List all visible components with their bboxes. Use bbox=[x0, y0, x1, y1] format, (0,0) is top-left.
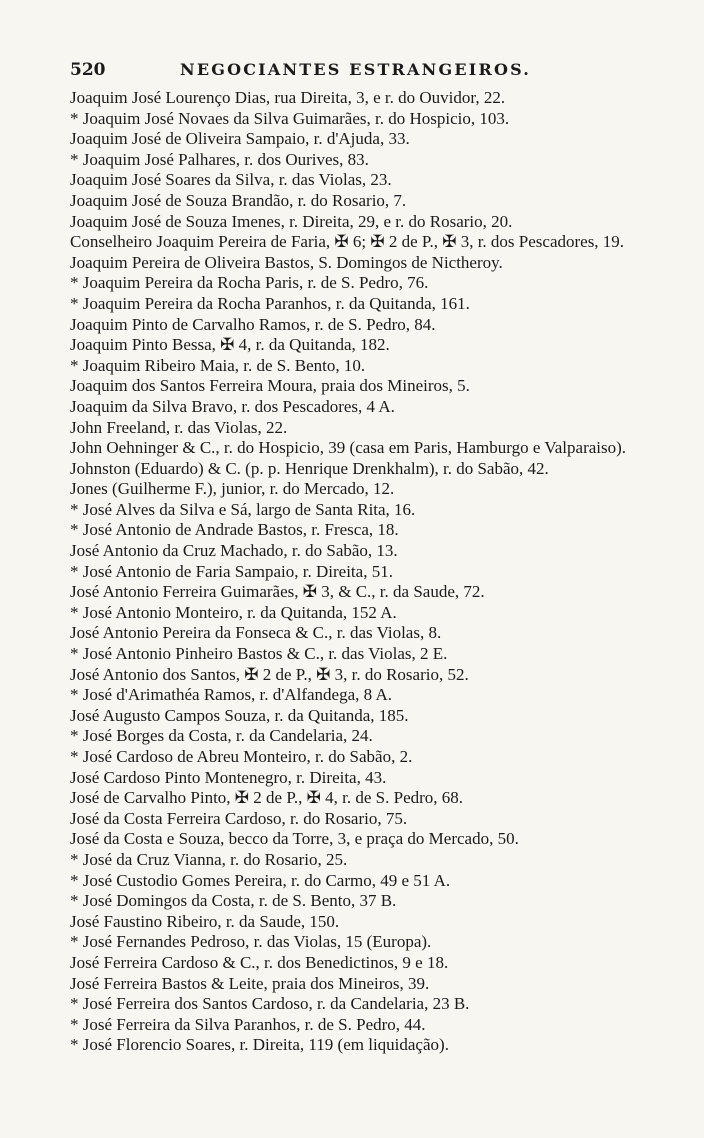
page-header bbox=[70, 60, 630, 84]
merchant-entry: * Joaquim Ribeiro Maia, r. de S. Bento, 10. bbox=[70, 355, 366, 375]
merchant-entry: José Faustino Ribeiro, r. da Saude, 150. bbox=[70, 911, 340, 931]
merchant-entry: Joaquim José de Souza Imenes, r. Direita, 29, e r. do Rosario, 20. bbox=[70, 211, 513, 231]
merchant-entry: * José Alves da Silva e Sá, largo de Santa Rita, 16. bbox=[70, 499, 416, 519]
merchant-entry: José da Costa Ferreira Cardoso, r. do Rosario, 75. bbox=[70, 808, 408, 828]
merchant-entry: Joaquim Pereira de Oliveira Bastos, S. Domingos de Nictheroy. bbox=[70, 252, 503, 272]
page-number: 520 bbox=[70, 60, 106, 80]
merchant-entry: Joaquim da Silva Bravo, r. dos Pescadores, 4 A. bbox=[70, 396, 395, 416]
merchant-entry: Johnston (Eduardo) & C. (p. p. Henrique Drenkhalm), r. do Sabão, 42. bbox=[70, 458, 549, 478]
merchant-entry: * José d'Arimathéa Ramos, r. d'Alfandega, 8 A. bbox=[70, 685, 392, 705]
merchant-entry: * José Domingos da Costa, r. de S. Bento, 37 B. bbox=[70, 891, 397, 911]
merchant-entry: José Antonio Ferreira Guimarães, ✠ 3, & C., r. da Saude, 72. bbox=[70, 582, 485, 602]
merchant-entry: * Joaquim Pereira da Rocha Paris, r. de S. Pedro, 76. bbox=[70, 273, 429, 293]
merchant-entry: José Antonio da Cruz Machado, r. do Sabão, 13. bbox=[70, 541, 398, 561]
merchant-entry: * José Antonio Pinheiro Bastos & C., r. das Violas, 2 E. bbox=[70, 644, 448, 664]
merchant-entry: Joaquim José Lourenço Dias, rua Direita, 3, e r. do Ouvidor, 22. bbox=[70, 88, 506, 107]
merchant-entry: Joaquim Pinto de Carvalho Ramos, r. de S. Pedro, 84. bbox=[70, 314, 436, 334]
merchant-entry: José de Carvalho Pinto, ✠ 2 de P., ✠ 4, r. de S. Pedro, 68. bbox=[70, 788, 464, 808]
merchant-entry: * José Fernandes Pedroso, r. das Violas, 15 (Europa). bbox=[70, 932, 432, 952]
merchant-list bbox=[70, 88, 640, 1056]
merchant-entry: * José Ferreira dos Santos Cardoso, r. da Candelaria, 23 B. bbox=[70, 994, 470, 1014]
merchant-entry: * José Antonio de Andrade Bastos, r. Fresca, 18. bbox=[70, 520, 399, 540]
merchant-entry: Joaquim dos Santos Ferreira Moura, praia dos Mineiros, 5. bbox=[70, 376, 470, 396]
merchant-entry: * José Florencio Soares, r. Direita, 119 (em liquidação). bbox=[70, 1035, 449, 1055]
merchant-entry: José Augusto Campos Souza, r. da Quitanda, 185. bbox=[70, 705, 409, 725]
merchant-entry: John Freeland, r. das Violas, 22. bbox=[70, 417, 288, 437]
merchant-entry: * Joaquim José Novaes da Silva Guimarães, r. do Hospicio, 103. bbox=[70, 108, 510, 128]
merchant-entry: * Joaquim Pereira da Rocha Paranhos, r. da Quitanda, 161. bbox=[70, 293, 470, 313]
merchant-entry: Conselheiro Joaquim Pereira de Faria, ✠ 6; ✠ 2 de P., ✠ 3, r. dos Pescadores, 19. bbox=[70, 232, 625, 252]
merchant-entry: Jones (Guilherme F.), junior, r. do Mercado, 12. bbox=[70, 479, 395, 499]
merchant-entry: * José Borges da Costa, r. da Candelaria, 24. bbox=[70, 726, 373, 746]
merchant-entry: Joaquim José Soares da Silva, r. das Violas, 23. bbox=[70, 170, 392, 190]
merchant-entry: José Cardoso Pinto Montenegro, r. Direita, 43. bbox=[70, 767, 387, 787]
merchant-entry: * José Custodio Gomes Pereira, r. do Carmo, 49 e 51 A. bbox=[70, 870, 451, 890]
merchant-entry: Joaquim José de Souza Brandão, r. do Rosario, 7. bbox=[70, 190, 407, 210]
merchant-entry: Joaquim Pinto Bessa, ✠ 4, r. da Quitanda, 182. bbox=[70, 335, 390, 355]
running-head: NEGOCIANTES ESTRANGEIROS. bbox=[180, 60, 532, 79]
merchant-entry: * José da Cruz Vianna, r. do Rosario, 25. bbox=[70, 849, 348, 869]
merchant-entry: José Antonio dos Santos, ✠ 2 de P., ✠ 3, r. do Rosario, 52. bbox=[70, 664, 469, 684]
merchant-entry: José Antonio Pereira da Fonseca & C., r. das Violas, 8. bbox=[70, 623, 442, 643]
merchant-entry: José Ferreira Bastos & Leite, praia dos Mineiros, 39. bbox=[70, 973, 430, 993]
merchant-entry: * José Antonio Monteiro, r. da Quitanda, 152 A. bbox=[70, 602, 397, 622]
merchant-entry: José Ferreira Cardoso & C., r. dos Benedictinos, 9 e 18. bbox=[70, 952, 449, 972]
merchant-entry: John Oehninger & C., r. do Hospicio, 39 (casa em Paris, Hamburgo e Valparaiso). bbox=[70, 438, 627, 458]
merchant-entry: * José Cardoso de Abreu Monteiro, r. do Sabão, 2. bbox=[70, 747, 413, 766]
merchant-entry: * José Antonio de Faria Sampaio, r. Direita, 51. bbox=[70, 561, 393, 581]
merchant-entry: * Joaquim José Palhares, r. dos Ourives, 83. bbox=[70, 149, 369, 169]
merchant-entry: José da Costa e Souza, becco da Torre, 3, e praça do Mercado, 50. bbox=[70, 829, 519, 849]
merchant-entry: Joaquim José de Oliveira Sampaio, r. d'Ajuda, 33. bbox=[70, 129, 410, 149]
merchant-entry: * José Ferreira da Silva Paranhos, r. de S. Pedro, 44. bbox=[70, 1014, 426, 1034]
